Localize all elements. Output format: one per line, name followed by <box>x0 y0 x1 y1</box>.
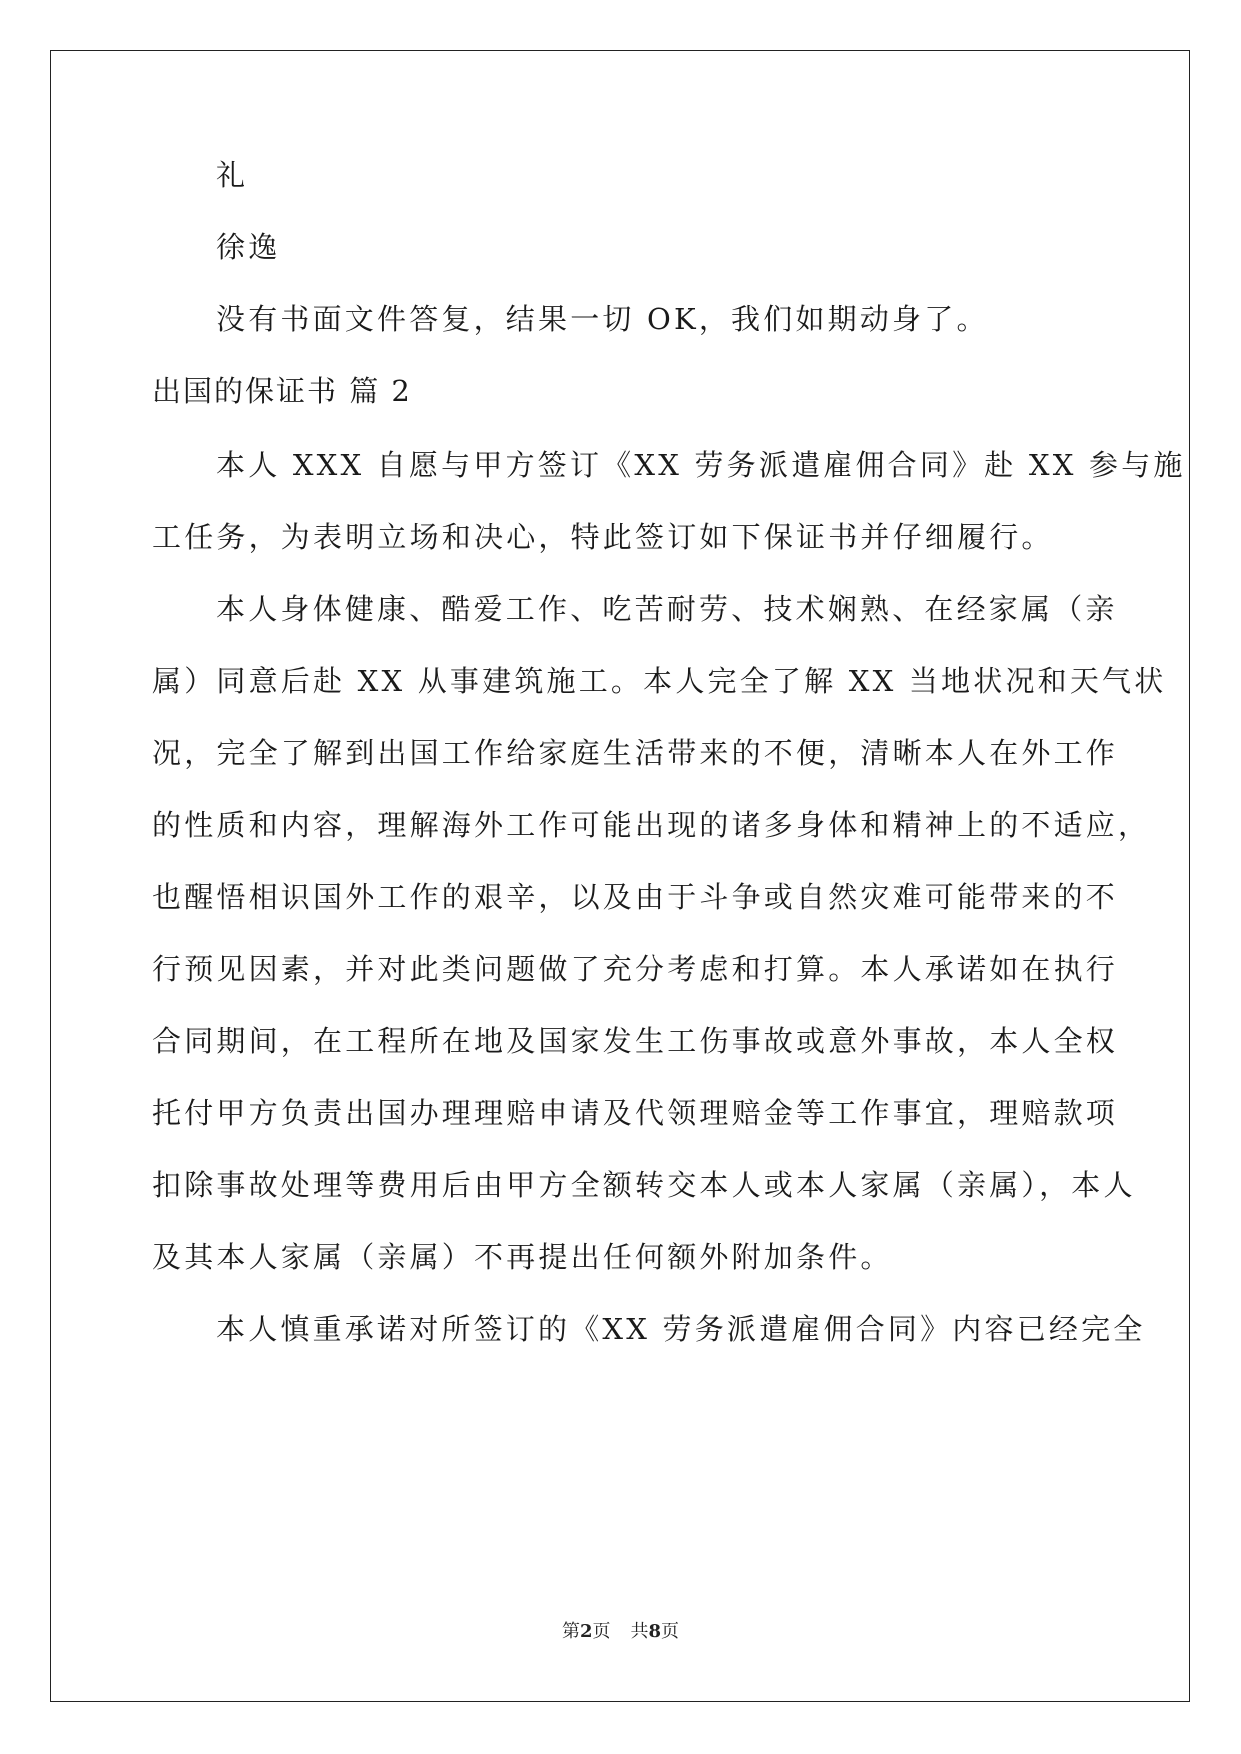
paragraph-line: 的性质和内容，理解海外工作可能出现的诸多身体和精神上的不适应， <box>152 808 1151 842</box>
paragraph-line: 扣除事故处理等费用后由甲方全额转交本人或本人家属（亲属），本人 <box>152 1168 1136 1202</box>
total-page-number: 8 <box>648 1621 662 1642</box>
paragraph-line: 本人慎重承诺对所签订的《XX 劳务派遣雇佣合同》内容已经完全 <box>216 1312 1146 1346</box>
paragraph-line: 本人身体健康、酷爱工作、吃苦耐劳、技术娴熟、在经家属（亲 <box>216 592 1118 626</box>
total-prefix: 共 <box>630 1621 649 1642</box>
current-page-number: 2 <box>579 1621 593 1642</box>
page-border <box>50 50 1190 1702</box>
paragraph-line: 行预见因素，并对此类问题做了充分考虑和打算。本人承诺如在执行 <box>152 952 1119 986</box>
paragraph-line: 工任务，为表明立场和决心，特此签订如下保证书并仔细履行。 <box>152 520 1054 554</box>
paragraph-line: 及其本人家属（亲属）不再提出任何额外附加条件。 <box>152 1240 893 1274</box>
paragraph-line: 也醒悟相识国外工作的艰辛，以及由于斗争或自然灾难可能带来的不 <box>152 880 1119 914</box>
paragraph-line: 况，完全了解到出国工作给家庭生活带来的不便，清晰本人在外工作 <box>152 736 1119 770</box>
page-footer <box>0 1620 1241 1644</box>
page-prefix: 第 <box>561 1621 580 1642</box>
page-unit: 页 <box>592 1621 611 1642</box>
section-heading: 出国的保证书 篇 2 <box>152 374 412 408</box>
paragraph-line: 本人 XXX 自愿与甲方签订《XX 劳务派遣雇佣合同》赴 XX 参与施 <box>216 448 1186 482</box>
closing-salutation: 礼 <box>216 158 249 192</box>
total-unit: 页 <box>661 1621 680 1642</box>
paragraph-line: 托付甲方负责出国办理理赔申请及代领理赔金等工作事宜，理赔款项 <box>152 1096 1119 1130</box>
paragraph-line: 属）同意后赴 XX 从事建筑施工。本人完全了解 XX 当地状况和天气状 <box>152 664 1167 698</box>
paragraph-line: 没有书面文件答复，结果一切 OK，我们如期动身了。 <box>216 302 989 336</box>
paragraph-line: 合同期间，在工程所在地及国家发生工伤事故或意外事故，本人全权 <box>152 1024 1119 1058</box>
signature-name: 徐逸 <box>216 230 281 264</box>
